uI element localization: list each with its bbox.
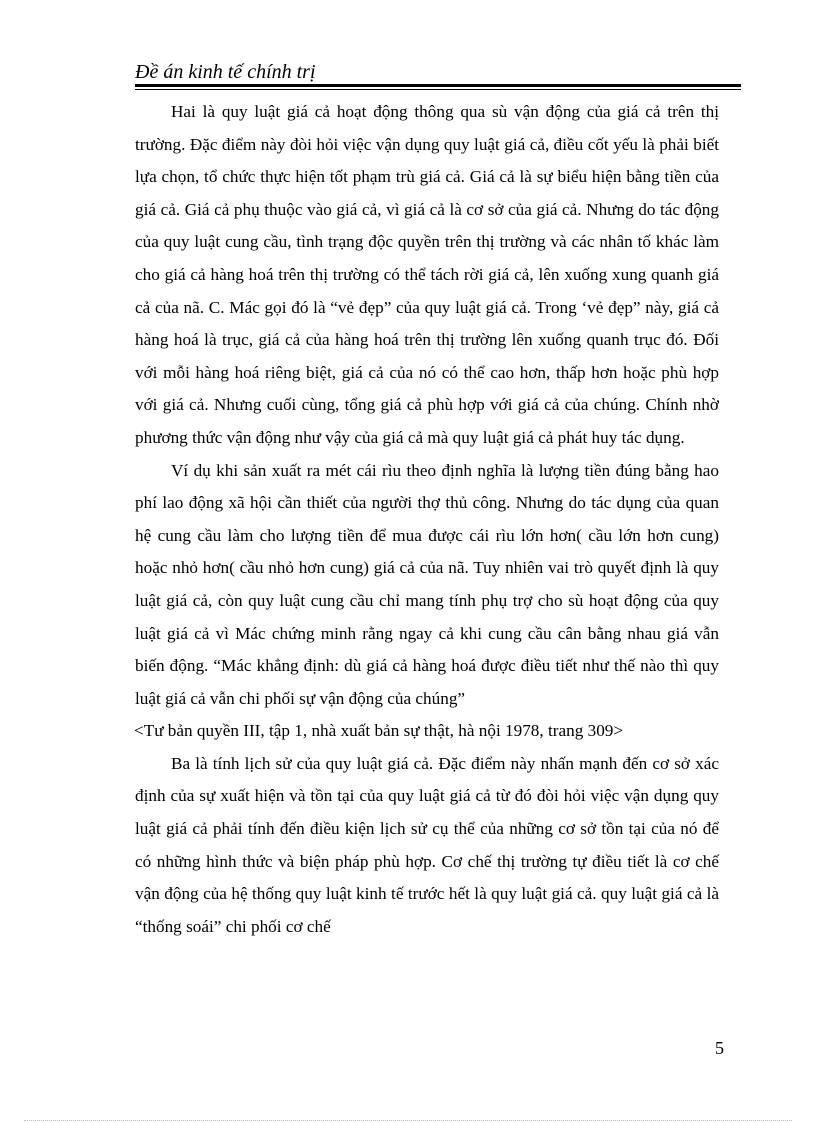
citation-reference: <Tư bản quyền III, tập 1, nhà xuất bản sự thật, hà nội 1978, trang 309> [134, 721, 624, 741]
page-number: 5 [715, 1038, 724, 1058]
page-header [135, 60, 741, 90]
header-rule-thin [135, 89, 741, 90]
document-title: Đề án kinh tế chính trị [135, 61, 316, 83]
footer-dotted-line [24, 1120, 792, 1121]
header-rule-thick [135, 84, 741, 87]
paragraph-price-movement: Hai là quy luật giá cả hoạt động thông qua sù vận động của giá cả trên thị trường. Đặc điểm này đòi hỏi việc vận dụng quy luật giá cả, điều cốt yếu là phải biết lựa chọn, tổ chức thực hiện tốt phạm trù giá cả. Giá cả là sự biểu hiện bằng tiền của giá cả. Giá cả phụ thuộc vào giá cả, vì giá cả là cơ sở của giá cả. Nhưng do tác động của quy luật cung cầu, tình trạng độc quyền trên thị trường và các nhân tố khác làm cho giá cả hàng hoá trên thị trường có thể tách rời giá cả, lên xuống xung quanh giá cả của nã. C. Mác gọi đó là “vẻ đẹp” của quy luật giá cả. Trong ‘vẻ đẹp” này, giá cả hàng hoá là trục, giá cả của hàng hoá trên thị trường lên xuống quanh trục đó. Đối với mỗi hàng hoá riêng biệt, giá cả của nó có thể cao hơn, thấp hơn hoặc phù hợp với giá cả. Nhưng cuối cùng, tổng giá cả phù hợp với giá cả của chúng. Chính nhờ phương thức vận động như vậy của giá cả mà quy luật giá cả phát huy tác dụng. [135, 102, 719, 447]
paragraph-historical-nature: Ba là tính lịch sử của quy luật giá cả. Đặc điểm này nhấn mạnh đến cơ sở xác định của sự xuất hiện và tồn tại của quy luật giá cả từ đó đòi hỏi việc vận dụng quy luật giá cả phải tính đến điều kiện lịch sử cụ thể của những cơ sở tồn tại của nó để có những hình thức và biện pháp phù hợp. Cơ chế thị trường tự điều tiết là cơ chế vận động của hệ thống quy luật kinh tế trước hết là quy luật giá cả. quy luật giá cả là “thống soái” chi phối cơ chế [135, 753, 719, 936]
paragraph-axe-example: Ví dụ khi sản xuất ra mét cái rìu theo định nghĩa là lượng tiền đúng bằng hao phí lao động xã hội cần thiết của người thợ thủ công. Nhưng do tác dụng của quan hệ cung cầu làm cho lượng tiền để mua được cái rìu lớn hơn( cầu lớn hơn cung) hoặc nhỏ hơn( cầu nhỏ hơn cung) giá cả của nã. Tuy nhiên vai trò quyết định là quy luật giá cả, còn quy luật cung cầu chỉ mang tính phụ trợ cho sù hoạt động của quy luật giá cả vì Mác chứng minh rằng ngay cả khi cung cầu cân bằng nhau giá vẫn biến động. “Mác khẳng định: dù giá cả hàng hoá được điều tiết như thế nào thì quy luật giá cả vẫn chi phối sự vận động của chúng” [135, 460, 719, 708]
document-body [135, 96, 719, 943]
